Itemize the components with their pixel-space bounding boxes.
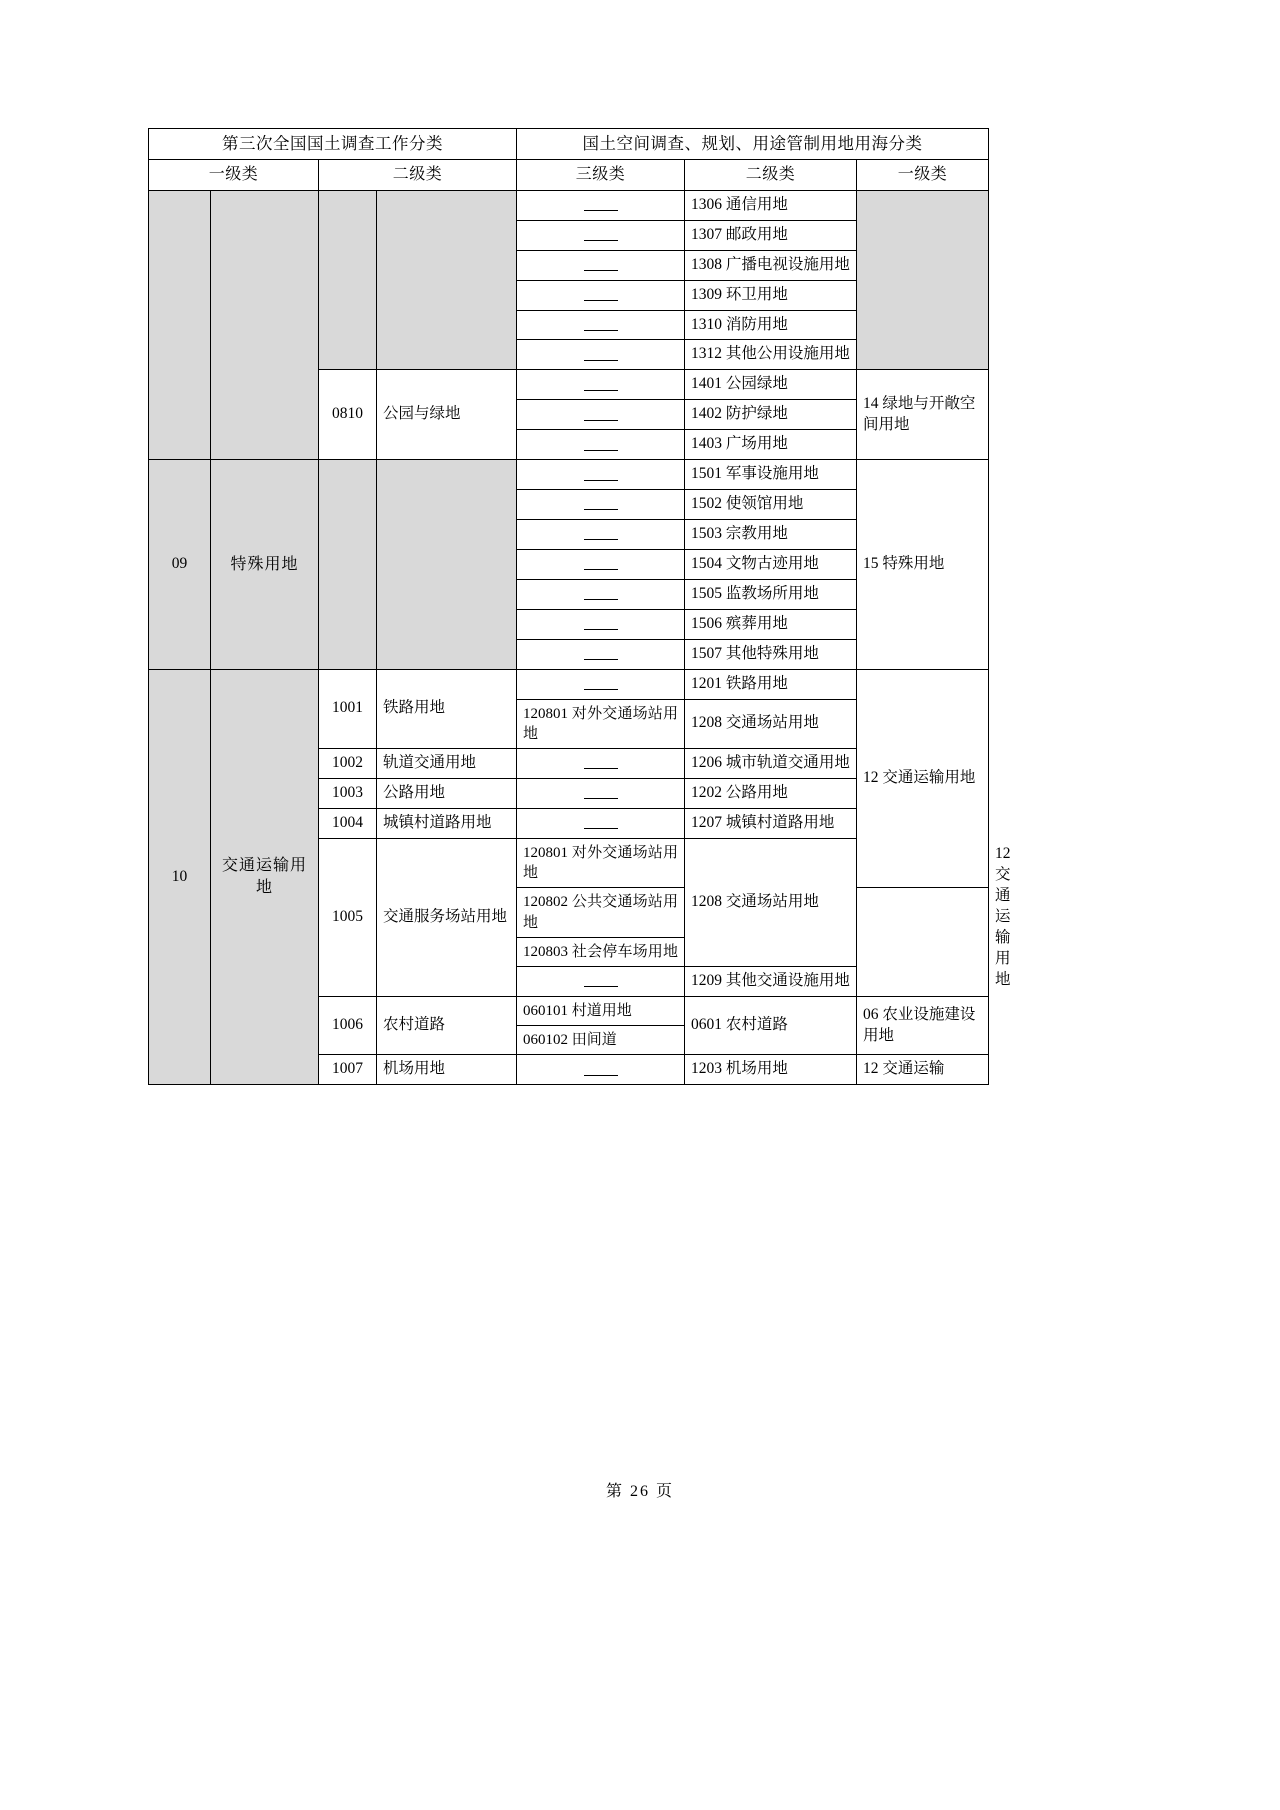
level3-dash [517, 808, 685, 838]
level3-dash [517, 430, 685, 460]
level2-name-1004: 城镇村道路用地 [377, 808, 517, 838]
level2-name-09-shade [377, 460, 517, 669]
level1-right-12-transport: 12 交通运输用地 [857, 669, 989, 888]
level2-name-continued-shade [377, 190, 517, 370]
level3-dash [517, 370, 685, 400]
level3-dash [517, 1055, 685, 1085]
dash-icon [584, 290, 618, 301]
level2-right-1312: 1312 其他公用设施用地 [685, 340, 857, 370]
level2-name-0810: 公园与绿地 [377, 370, 517, 460]
dash-icon [584, 260, 618, 271]
level2-code-0810: 0810 [319, 370, 377, 460]
dash-icon [584, 440, 618, 451]
dash-icon [584, 589, 618, 600]
level2-right-1506: 1506 殡葬用地 [685, 609, 857, 639]
header-col-level3: 三级类 [517, 160, 685, 191]
table-header-cols [149, 160, 989, 191]
level3-dash [517, 639, 685, 669]
dash-icon [584, 619, 618, 630]
level2-right-1306: 1306 通信用地 [685, 190, 857, 220]
level2-name-1006: 农村道路 [377, 996, 517, 1055]
level2-right-1505: 1505 监教场所用地 [685, 579, 857, 609]
level2-right-0601: 0601 农村道路 [685, 996, 857, 1055]
dash-icon [584, 499, 618, 510]
level1-left-code-09: 09 [149, 460, 211, 669]
level2-code-09-shade [319, 460, 377, 669]
level2-code-1004: 1004 [319, 808, 377, 838]
level2-right-1504: 1504 文物古迹用地 [685, 549, 857, 579]
level2-right-1206: 1206 城市轨道交通用地 [685, 749, 857, 779]
level2-code-1003: 1003 [319, 778, 377, 808]
level2-name-1007: 机场用地 [377, 1055, 517, 1085]
level1-right-12-last: 12 交通运输 [857, 1055, 989, 1085]
level3-dash [517, 220, 685, 250]
dash-icon [584, 649, 618, 660]
level2-code-1005: 1005 [319, 838, 377, 996]
level3-dash [517, 549, 685, 579]
level2-name-1001: 铁路用地 [377, 669, 517, 748]
level3-dash [517, 340, 685, 370]
dash-icon [584, 679, 618, 690]
header-col-level1-left: 一级类 [149, 160, 319, 191]
dash-icon [584, 320, 618, 331]
level3-120803: 120803 社会停车场用地 [517, 937, 685, 966]
level1-right-15: 15 特殊用地 [857, 460, 989, 669]
level2-name-1005: 交通服务场站用地 [377, 838, 517, 996]
level2-name-1002: 轨道交通用地 [377, 749, 517, 779]
level3-dash [517, 310, 685, 340]
level3-dash [517, 520, 685, 550]
level3-120801: 120801 对外交通场站用地 [517, 699, 685, 749]
dash-icon [584, 200, 618, 211]
page-number: 第 26 页 [605, 1483, 674, 1500]
level2-right-1207: 1207 城镇村道路用地 [685, 808, 857, 838]
level1-left-name-10 [211, 669, 319, 1085]
header-col-level2-left: 二级类 [319, 160, 517, 191]
level2-right-1209: 1209 其他交通设施用地 [685, 967, 857, 997]
level2-right-1201: 1201 铁路用地 [685, 669, 857, 699]
level1-left-name-10-text: 交通运输用地 [221, 857, 307, 896]
header-group-planning: 国土空间调查、规划、用途管制用地用海分类 [517, 129, 989, 160]
level3-dash [517, 609, 685, 639]
level3-dash [517, 190, 685, 220]
dash-icon [584, 788, 618, 799]
level2-right-1403: 1403 广场用地 [685, 430, 857, 460]
level2-right-1502: 1502 使领馆用地 [685, 490, 857, 520]
dash-icon [584, 1065, 618, 1076]
dash-icon [584, 380, 618, 391]
level3-120801-b: 120801 对外交通场站用地 [517, 838, 685, 888]
table-row [149, 190, 989, 220]
level3-dash [517, 460, 685, 490]
level3-060101: 060101 村道用地 [517, 996, 685, 1025]
level2-code-1007: 1007 [319, 1055, 377, 1085]
dash-icon [584, 818, 618, 829]
level1-right-14: 14 绿地与开敞空间用地 [857, 370, 989, 460]
level2-right-1208: 1208 交通场站用地 [685, 699, 857, 749]
table-header-groups [149, 129, 989, 160]
level3-dash [517, 778, 685, 808]
level2-right-1203: 1203 机场用地 [685, 1055, 857, 1085]
level2-right-1401: 1401 公园绿地 [685, 370, 857, 400]
level2-right-1309: 1309 环卫用地 [685, 280, 857, 310]
dash-icon [584, 559, 618, 570]
level2-name-1003: 公路用地 [377, 778, 517, 808]
level2-right-1503: 1503 宗教用地 [685, 520, 857, 550]
level1-left-code-10: 10 [149, 669, 211, 1085]
dash-icon [584, 410, 618, 421]
classification-table-wrapper [148, 128, 1011, 1085]
level2-right-1501: 1501 军事设施用地 [685, 460, 857, 490]
level1-right-continued-shade [857, 190, 989, 370]
level2-right-1208-b: 1208 交通场站用地 [685, 838, 857, 966]
dash-icon [584, 529, 618, 540]
dash-icon [584, 976, 618, 987]
level3-120802: 120802 公共交通场站用地 [517, 888, 685, 938]
header-col-level2-right: 二级类 [685, 160, 857, 191]
level1-left-name-09 [211, 460, 319, 669]
level3-dash [517, 400, 685, 430]
level2-right-1402: 1402 防护绿地 [685, 400, 857, 430]
level3-dash [517, 490, 685, 520]
header-group-survey: 第三次全国国土调查工作分类 [149, 129, 517, 160]
table-row [149, 669, 989, 699]
dash-icon [584, 230, 618, 241]
level3-dash [517, 749, 685, 779]
level2-code-continued-shade [319, 190, 377, 370]
level3-060102: 060102 田间道 [517, 1026, 685, 1055]
header-col-level1-right: 一级类 [857, 160, 989, 191]
level2-code-1006: 1006 [319, 996, 377, 1055]
level3-dash [517, 280, 685, 310]
level2-code-1001: 1001 [319, 669, 377, 748]
level2-right-1308: 1308 广播电视设施用地 [685, 250, 857, 280]
dash-icon [584, 470, 618, 481]
level2-code-1002: 1002 [319, 749, 377, 779]
classification-table [148, 128, 1011, 1085]
level2-right-1307: 1307 邮政用地 [685, 220, 857, 250]
level2-right-1507: 1507 其他特殊用地 [685, 639, 857, 669]
level1-right-06-agri: 06 农业设施建设用地 [857, 996, 989, 1055]
table-row: 1005 交通服务场站用地 120801 对外交通场站用地 1208 交通场站用地 12 交通运输用地 [149, 838, 989, 888]
level3-dash [517, 669, 685, 699]
level3-dash [517, 250, 685, 280]
page-footer [0, 1478, 1280, 1501]
level1-left-continued-shade [149, 190, 211, 459]
dash-icon [584, 350, 618, 361]
level2-right-1310: 1310 消防用地 [685, 310, 857, 340]
level1-left-name-continued-shade [211, 190, 319, 459]
table-row [149, 460, 989, 490]
level1-left-name-09-text: 特殊用地 [230, 555, 299, 573]
level3-dash [517, 967, 685, 997]
level3-dash [517, 579, 685, 609]
level2-right-1202: 1202 公路用地 [685, 778, 857, 808]
dash-icon [584, 758, 618, 769]
